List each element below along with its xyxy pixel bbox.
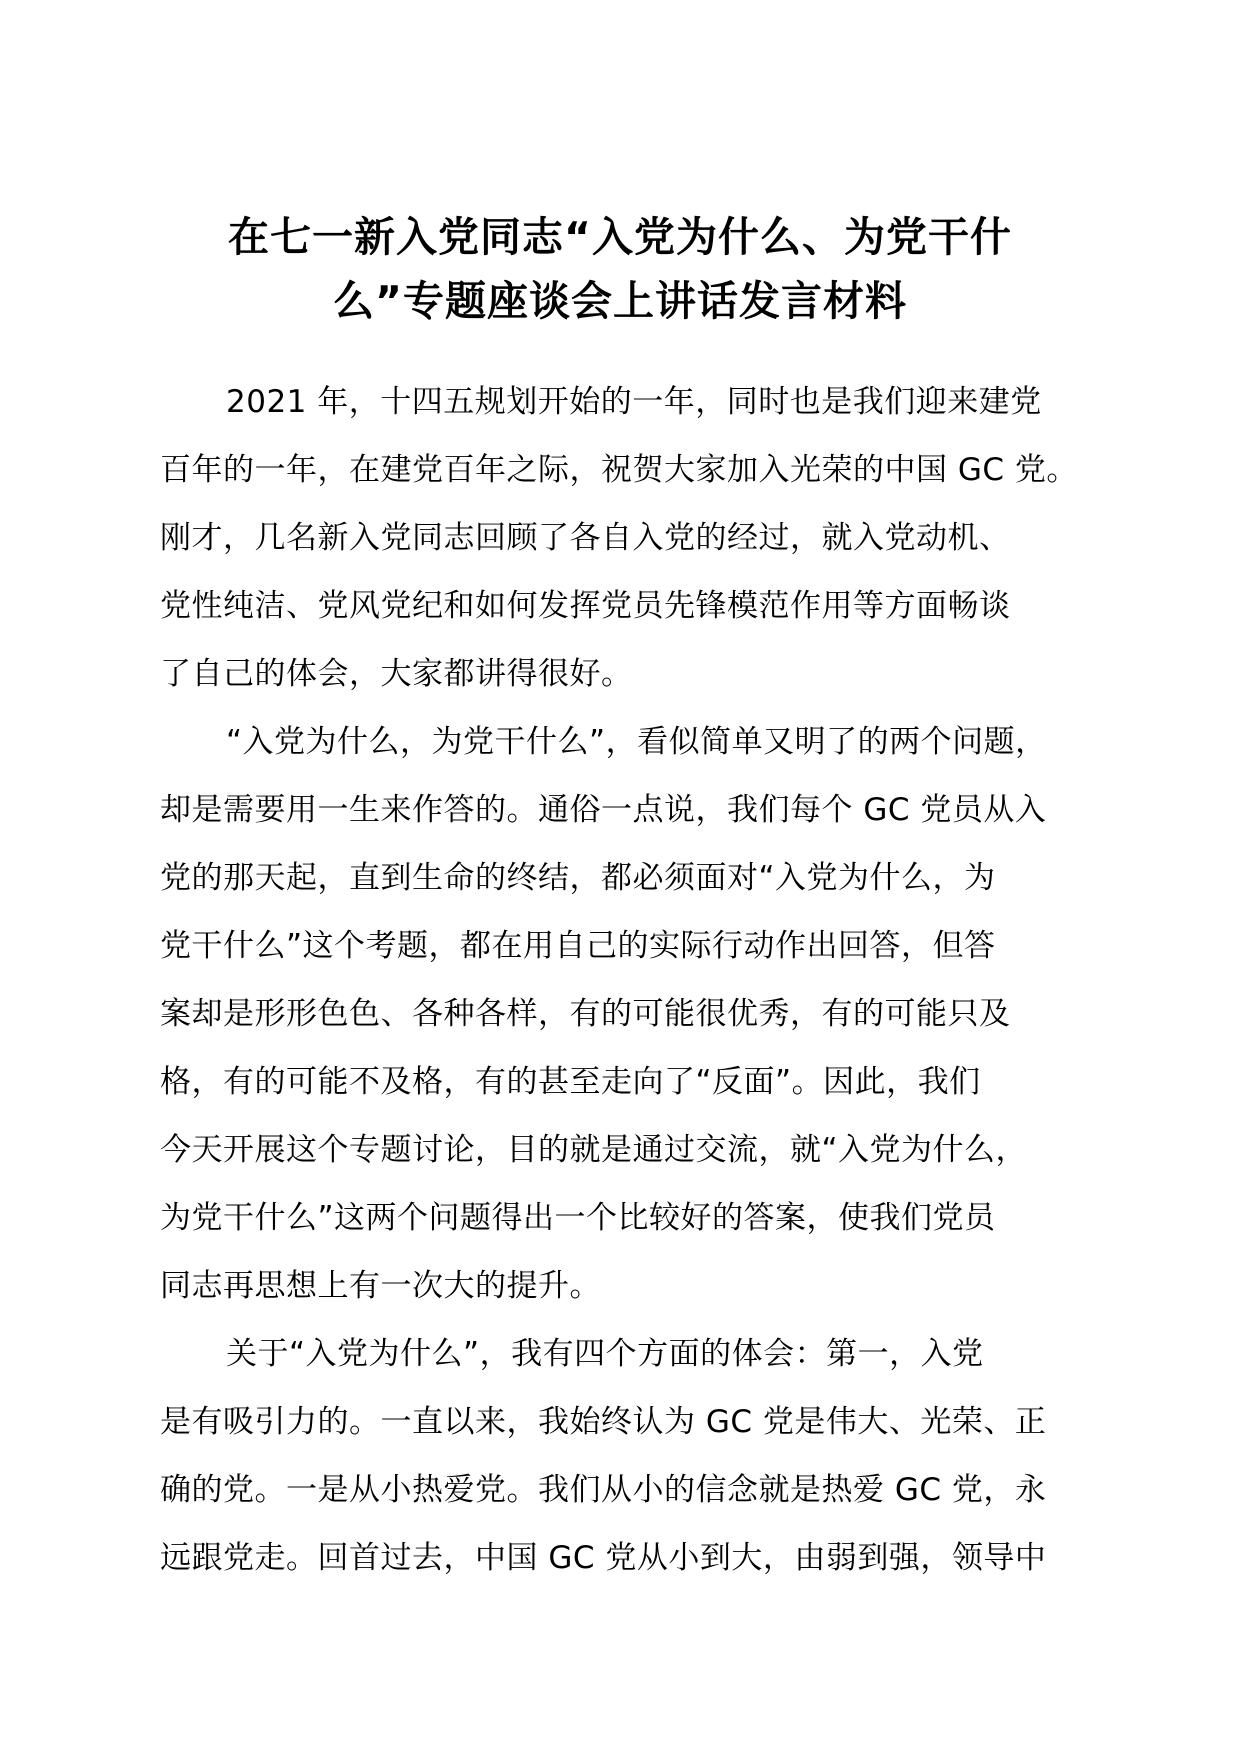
document-body	[160, 368, 1120, 1592]
paragraph-line: 今天开展这个专题讨论，目的就是通过交流，就“入党为什么，	[160, 1132, 1028, 1168]
paragraph-line: 刚才，几名新入党同志回顾了各自入党的经过，就入党动机、	[160, 520, 1011, 556]
paragraph-line: 关于“入党为什么”，我有四个方面的体会：第一，入党	[226, 1336, 984, 1372]
paragraph-line: 了自己的体会，大家都讲得很好。	[160, 656, 633, 692]
paragraph-line: 为党干什么”这两个问题得出一个比较好的答案，使我们党员	[160, 1200, 996, 1236]
paragraph-line: 案却是形形色色、各种各样，有的可能很优秀，有的可能只及	[160, 996, 1011, 1032]
title-line: 么”专题座谈会上讲话发言材料	[333, 277, 907, 325]
paragraph-line: 远跟党走。回首过去，中国 GC 党从小到大，由弱到强，领导中	[160, 1540, 1047, 1576]
paragraph-line: 党性纯洁、党风党纪和如何发挥党员先锋模范作用等方面畅谈	[160, 588, 1011, 624]
title-line: 在七一新入党同志“入党为什么、为党干什	[228, 213, 1012, 261]
document-title	[150, 205, 1090, 333]
paragraph-line: 2021 年，十四五规划开始的一年，同时也是我们迎来建党	[226, 384, 1042, 420]
paragraph-line: 确的党。一是从小热爱党。我们从小的信念就是热爱 GC 党，永	[160, 1472, 1047, 1508]
paragraph-line: “入党为什么，为党干什么”，看似简单又明了的两个问题，	[226, 724, 1047, 760]
paragraph-line: 同志再思想上有一次大的提升。	[160, 1268, 601, 1304]
paragraph-line: 党干什么”这个考题，都在用自己的实际行动作出回答，但答	[160, 928, 996, 964]
paragraph-line: 百年的一年，在建党百年之际，祝贺大家加入光荣的中国 GC 党。	[160, 452, 1078, 488]
paragraph-line: 却是需要用一生来作答的。通俗一点说，我们每个 GC 党员从入	[160, 792, 1047, 828]
paragraph-line: 党的那天起，直到生命的终结，都必须面对“入党为什么，为	[160, 860, 996, 896]
paragraph-line: 格，有的可能不及格，有的甚至走向了“反面”。因此，我们	[160, 1064, 981, 1100]
paragraph-line: 是有吸引力的。一直以来，我始终认为 GC 党是伟大、光荣、正	[160, 1404, 1047, 1440]
